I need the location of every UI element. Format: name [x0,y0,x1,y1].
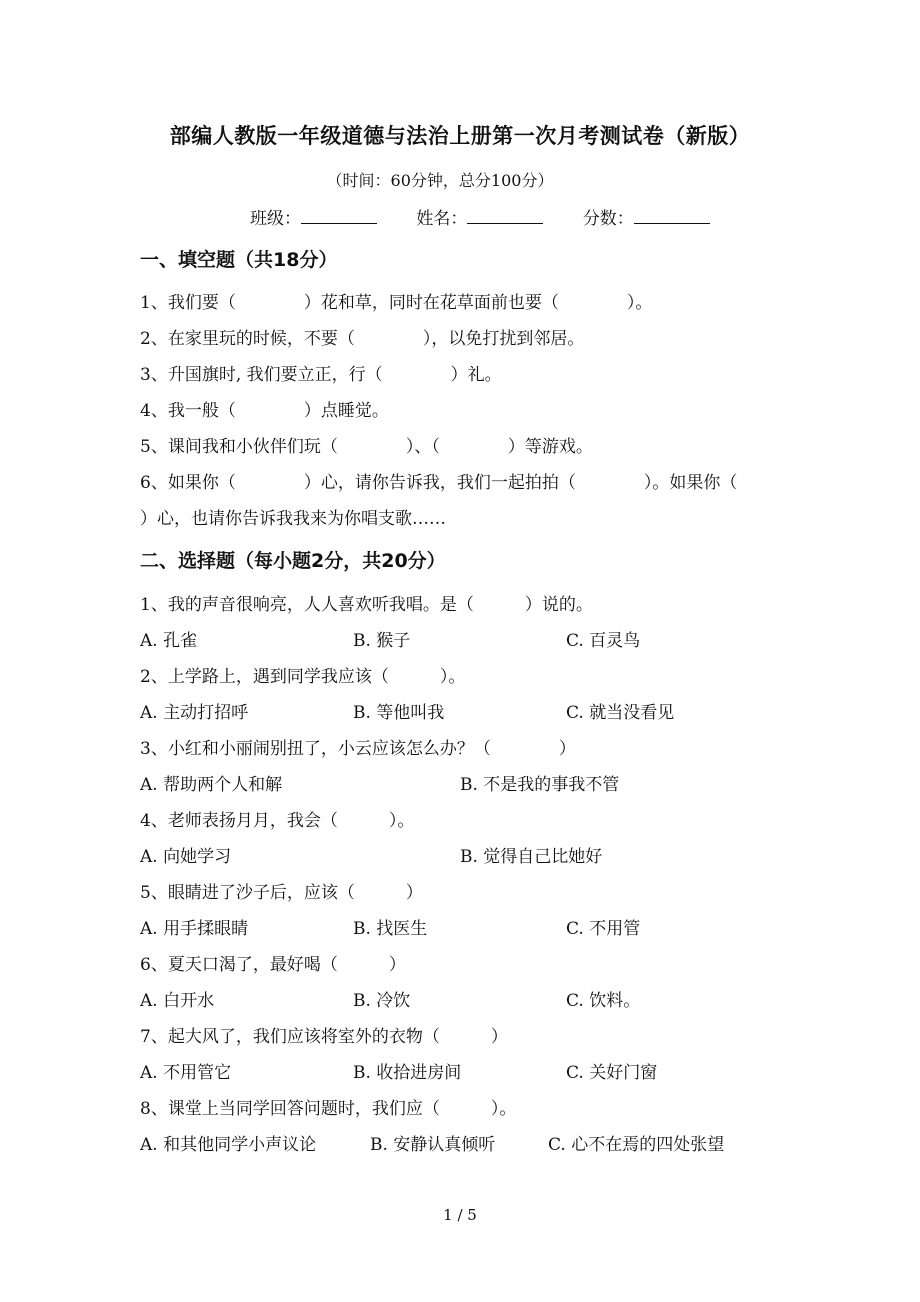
choice-option-a[interactable]: A. 向她学习 [140,847,232,867]
choice-option-a[interactable]: A. 主动打招呼 [140,703,249,723]
fill-question-4: 4、我一般（ ）点睡觉。 [140,401,389,421]
choice-option-b[interactable]: B. 安静认真倾听 [370,1135,496,1155]
class-blank[interactable] [301,207,377,224]
choice-option-c[interactable]: C. 就当没看见 [566,703,675,723]
choice-question-6: 6、夏天口渴了，最好喝（ ） [140,955,406,975]
choice-option-a[interactable]: A. 白开水 [140,991,215,1011]
choice-option-c[interactable]: C. 饮料。 [566,991,641,1011]
fill-question-1: 1、我们要（ ）花和草，同时在花草面前也要（ ）。 [140,293,653,313]
choice-question-7: 7、起大风了，我们应该将室外的衣物（ ） [140,1027,508,1047]
student-info-row [250,204,744,229]
choice-option-a[interactable]: A. 帮助两个人和解 [140,775,283,795]
choice-question-8: 8、课堂上当同学回答问题时，我们应（ ）。 [140,1099,517,1119]
choice-option-a[interactable]: A. 用手揉眼睛 [140,919,249,939]
page-number: 1 / 5 [443,1206,477,1224]
name-field [416,204,543,229]
choice-option-b[interactable]: B. 冷饮 [353,991,411,1011]
choice-option-b[interactable]: B. 觉得自己比她好 [460,847,603,867]
fill-question-2: 2、在家里玩的时候，不要（ ），以免打扰到邻居。 [140,329,585,349]
section-heading-fill-blank: 一、填空题（共18分） [140,249,338,271]
class-label: 班级： [250,209,301,229]
choice-option-b[interactable]: B. 猴子 [353,631,411,651]
class-field [250,204,377,229]
choice-question-1: 1、我的声音很响亮，人人喜欢听我唱。是（ ）说的。 [140,595,593,615]
choice-option-b[interactable]: B. 收拾进房间 [353,1063,462,1083]
choice-option-c[interactable]: C. 心不在焉的四处张望 [548,1135,725,1155]
score-blank[interactable] [634,207,710,224]
fill-question-6-continued: ）心，也请你告诉我我来为你唱支歌…… [140,509,446,529]
score-label: 分数： [582,209,634,229]
choice-option-b[interactable]: B. 不是我的事我不管 [460,775,620,795]
page-title: 部编人教版一年级道德与法治上册第一次月考测试卷（新版） [169,124,751,148]
name-blank[interactable] [467,207,543,224]
name-label: 姓名： [416,209,468,229]
exam-time-info: （时间：60分钟，总分100分） [326,171,554,190]
choice-option-c[interactable]: C. 百灵鸟 [566,631,641,651]
section-heading-multiple-choice: 二、选择题（每小题2分，共20分） [140,550,446,572]
choice-option-a[interactable]: A. 和其他同学小声议论 [140,1135,317,1155]
fill-question-3: 3、升国旗时, 我们要立正，行（ ）礼。 [140,365,502,385]
choice-question-3: 3、小红和小丽闹别扭了，小云应该怎么办？（ ） [140,739,576,759]
choice-option-c[interactable]: C. 关好门窗 [566,1063,658,1083]
choice-question-5: 5、眼睛进了沙子后，应该（ ） [140,883,423,903]
fill-question-6: 6、如果你（ ）心，请你告诉我，我们一起拍拍（ ）。如果你（ [140,473,738,493]
choice-option-b[interactable]: B. 找医生 [353,919,428,939]
choice-option-a[interactable]: A. 不用管它 [140,1063,232,1083]
choice-question-2: 2、上学路上，遇到同学我应该（ ）。 [140,667,466,687]
choice-option-b[interactable]: B. 等他叫我 [353,703,445,723]
fill-question-5: 5、课间我和小伙伴们玩（ ）、（ ）等游戏。 [140,437,593,457]
choice-option-c[interactable]: C. 不用管 [566,919,641,939]
score-field [583,204,710,229]
choice-question-4: 4、老师表扬月月，我会（ ）。 [140,811,415,831]
choice-option-a[interactable]: A. 孔雀 [140,631,198,651]
